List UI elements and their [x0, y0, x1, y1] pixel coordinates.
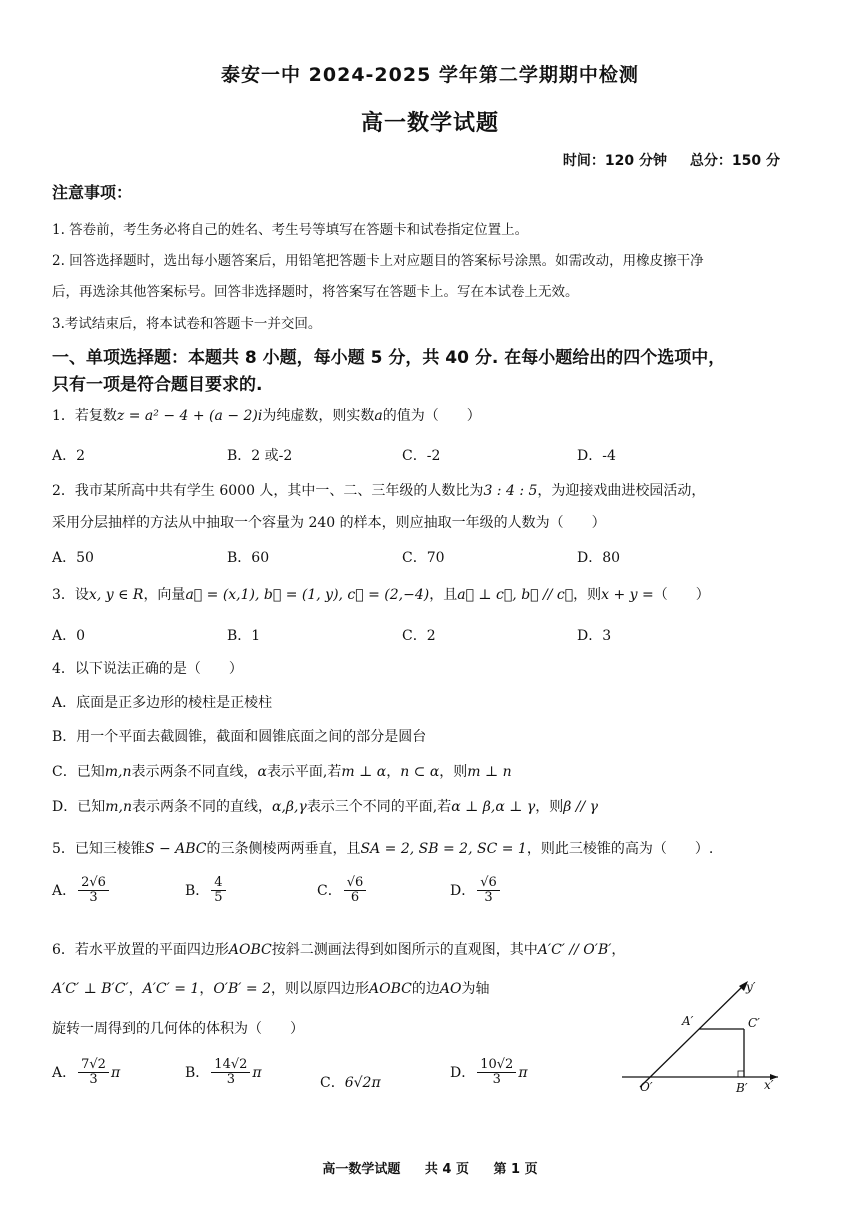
q3-vars: x, y ∈ R	[88, 587, 144, 603]
fraction-den: 3	[492, 1072, 501, 1088]
q4d-text: 表示两条不同的直线，	[131, 799, 272, 815]
q3-stem: ，且	[429, 587, 458, 603]
q6-stem: 的边	[411, 981, 440, 997]
oblique-figure	[618, 975, 788, 1100]
q4-option-b: B．用一个平面去截圆锥，截面和圆锥底面之间的部分是圆台	[52, 729, 427, 745]
option-label: B．	[185, 882, 210, 899]
notice-item: 2. 回答选择题时，选出每小题答案后，用铅笔把答题卡上对应题目的答案标号涂黑。如需改动，用橡皮擦干净	[52, 253, 704, 269]
q4d-math: m,n	[105, 799, 132, 815]
q4d-text: ，则	[535, 799, 564, 815]
label-o: O′	[640, 1080, 653, 1094]
fraction-num: 10√2	[477, 1058, 516, 1073]
q2-stem: ，为迎接戏曲进校园活动，	[537, 483, 706, 499]
question-4: 4．以下说法正确的是（ ）	[52, 661, 243, 677]
option-label: C．	[320, 1075, 345, 1091]
option-fraction	[211, 876, 225, 906]
q4c-text: 表示平面,若	[266, 764, 342, 780]
q3-stem: ，向量	[143, 587, 186, 603]
option-c: C．-2	[402, 448, 441, 464]
q1-stem: 1．若复数	[52, 408, 117, 424]
q6-stem: 为轴	[461, 981, 490, 997]
option-label: A．	[52, 1064, 77, 1081]
q6-math: O′B′ = 2	[213, 981, 271, 997]
option-fraction	[344, 876, 367, 906]
exam-title: 泰安一中 2024-2025 学年第二学期期中检测	[221, 64, 639, 86]
q2-ratio: 3 : 4 : 5	[483, 483, 538, 499]
option-b: B．2 或-2	[227, 448, 293, 464]
q1-formula: z = a² − 4 + (a − 2)i	[116, 408, 263, 424]
q4-option-a: A．底面是正多边形的棱柱是正棱柱	[52, 695, 273, 711]
q1-stem: 为纯虚数，则实数	[262, 408, 375, 424]
q4-option-d	[52, 796, 598, 816]
q5-stem: 的三条侧棱两两垂直，且	[206, 841, 361, 857]
option-c: C．70	[402, 550, 445, 566]
notice-item: 后，再选涂其他答案标号。回答非选择题时，将答案写在答题卡上。写在本试卷上无效。	[52, 284, 579, 300]
label-a: A′	[682, 1014, 694, 1028]
option-fraction	[477, 1058, 516, 1088]
option-a	[52, 876, 111, 906]
q4d-text: D．已知	[52, 799, 106, 815]
exam-time: 时间：120 分钟	[562, 153, 668, 169]
option-label: D．	[450, 1064, 476, 1081]
notice-heading: 注意事项：	[52, 183, 133, 202]
q3-target: x + y =	[601, 587, 654, 603]
question-6-cont2: 旋转一周得到的几何体的体积为（ ）	[52, 1021, 304, 1037]
q3-stem: （ ）	[653, 587, 710, 603]
q4-option-c	[52, 761, 512, 781]
footer-page: 第 1 页	[493, 1162, 538, 1177]
q4d-math: α,β,γ	[271, 799, 307, 815]
q3-stem: ，则	[573, 587, 602, 603]
option-b: B．1	[227, 628, 261, 644]
label-y: y′	[746, 980, 756, 994]
q1-stem: 的值为（ ）	[382, 408, 481, 424]
q6-math: A′C′ // O′B′	[537, 942, 612, 958]
q6-options	[52, 1058, 612, 1108]
q6-stem: ，	[128, 981, 143, 997]
label-c: C′	[748, 1016, 760, 1030]
option-pi: π	[110, 1064, 121, 1081]
q4c-math: m,n	[104, 764, 132, 780]
label-b: B′	[736, 1081, 748, 1095]
exam-total: 总分：150 分	[689, 153, 780, 169]
q6-stem: ，则以原四边形	[271, 981, 369, 997]
q1-var: a	[374, 408, 383, 424]
exam-subtitle: 高一数学试题	[360, 111, 499, 136]
fraction-den: 3	[89, 1072, 98, 1088]
question-2-cont: 采用分层抽样的方法从中抽取一个容量为 240 的样本，则应抽取一年级的人数为（ ）	[52, 515, 606, 531]
q4c-math: α	[257, 764, 267, 780]
fraction-den: 3	[226, 1072, 235, 1088]
option-fraction	[78, 1058, 109, 1088]
q3-options	[52, 625, 792, 647]
notice-item: 1. 答卷前，考生务必将自己的姓名、考生号等填写在答题卡和试卷指定位置上。	[52, 222, 529, 238]
fraction-num: √6	[477, 876, 500, 891]
q6-math: A′C′ = 1	[142, 981, 200, 997]
question-3	[52, 584, 710, 604]
section-heading: 一、单项选择题：本题共 8 小题，每小题 5 分，共 40 分. 在每小题给出的四个选项中，	[52, 348, 726, 368]
fraction-num: 14√2	[211, 1058, 250, 1073]
option-d	[450, 1058, 528, 1088]
q6-stem: 6．若水平放置的平面四边形	[52, 942, 229, 958]
option-b: B．60	[227, 550, 270, 566]
fraction-num: √6	[344, 876, 367, 891]
fraction-den: 6	[350, 890, 360, 906]
option-b	[185, 1058, 262, 1088]
q4c-text: C．已知	[52, 764, 105, 780]
question-6	[52, 939, 625, 959]
q6-stem: 按斜二测画法得到如图所示的直观图，其中	[271, 942, 538, 958]
q4c-math: m ⊥ α	[341, 764, 387, 780]
q5-options	[52, 876, 792, 926]
option-fraction	[211, 1058, 250, 1088]
q1-options	[52, 445, 792, 467]
q6-math: A′C′ ⊥ B′C′	[52, 981, 129, 997]
q6-math: AO	[439, 981, 462, 997]
option-c: C．2	[402, 628, 436, 644]
option-fraction	[78, 876, 109, 906]
q2-options	[52, 547, 792, 569]
q4c-text: ，	[386, 764, 401, 780]
option-d: D．80	[577, 550, 621, 566]
q2-stem: 2．我市某所高中共有学生 6000 人，其中一、二、三年级的人数比为	[52, 483, 484, 499]
q4c-text: 表示两条不同直线，	[131, 764, 258, 780]
option-d	[450, 876, 502, 906]
question-2	[52, 480, 705, 500]
option-pi: π	[518, 1064, 528, 1081]
q5-solid: S − ABC	[144, 841, 207, 857]
question-6-cont	[52, 978, 489, 998]
question-5	[52, 838, 713, 858]
q4c-math: n ⊂ α	[400, 764, 440, 780]
option-value: 6√2π	[344, 1075, 381, 1091]
option-label: C．	[317, 882, 342, 899]
option-c	[320, 1072, 381, 1092]
option-a: A．50	[52, 550, 94, 566]
q6-math: AOBC	[369, 981, 412, 997]
page-footer	[0, 1158, 860, 1177]
fraction-den: 3	[484, 890, 493, 906]
option-label: B．	[185, 1064, 210, 1081]
y-axis	[640, 985, 744, 1087]
section-heading-cont: 只有一项是符合题目要求的.	[52, 375, 263, 395]
fraction-num: 4	[211, 876, 225, 891]
q5-stem: ，则此三棱锥的高为（ ）.	[526, 841, 714, 857]
question-1	[52, 405, 481, 425]
footer-pages: 共 4 页	[424, 1162, 469, 1177]
q4c-text: ，则	[439, 764, 468, 780]
q5-stem: 5．已知三棱锥	[52, 841, 145, 857]
footer-name: 高一数学试题	[322, 1162, 401, 1177]
q3-vectors: a⃗ = (x,1), b⃗ = (1, y), c⃗ = (2,−4)	[185, 587, 430, 603]
option-a: A．0	[52, 628, 86, 644]
q3-condition: a⃗ ⊥ c⃗, b⃗ // c⃗	[457, 587, 574, 603]
option-c	[317, 876, 368, 906]
q4d-math: α ⊥ β,α ⊥ γ	[451, 799, 536, 815]
q6-stem: ，	[199, 981, 214, 997]
option-label: D．	[450, 882, 476, 899]
right-angle-mark	[738, 1071, 744, 1077]
option-d: D．3	[577, 628, 612, 644]
q4c-math: m ⊥ n	[467, 764, 512, 780]
fraction-num: 7√2	[78, 1058, 109, 1073]
exam-meta	[545, 150, 780, 170]
option-a: A．2	[52, 448, 86, 464]
q4d-text: 表示三个不同的平面,若	[306, 799, 452, 815]
option-a	[52, 1058, 120, 1088]
notice-item: 3.考试结束后，将本试卷和答题卡一并交回。	[52, 316, 322, 332]
q4d-math: β // γ	[563, 799, 599, 815]
fraction-num: 2√6	[78, 876, 109, 891]
fraction-den: 3	[89, 890, 98, 906]
label-x: x′	[764, 1078, 774, 1092]
option-label: A．	[52, 882, 77, 899]
option-pi: π	[252, 1064, 262, 1081]
q5-cond: SA = 2, SB = 2, SC = 1	[360, 841, 527, 857]
q6-math: AOBC	[228, 942, 272, 958]
option-b	[185, 876, 228, 906]
fraction-den: 5	[214, 890, 223, 906]
q3-stem: 3．设	[52, 587, 89, 603]
option-fraction	[477, 876, 500, 906]
q6-stem: ，	[611, 942, 626, 958]
option-d: D．-4	[577, 448, 616, 464]
